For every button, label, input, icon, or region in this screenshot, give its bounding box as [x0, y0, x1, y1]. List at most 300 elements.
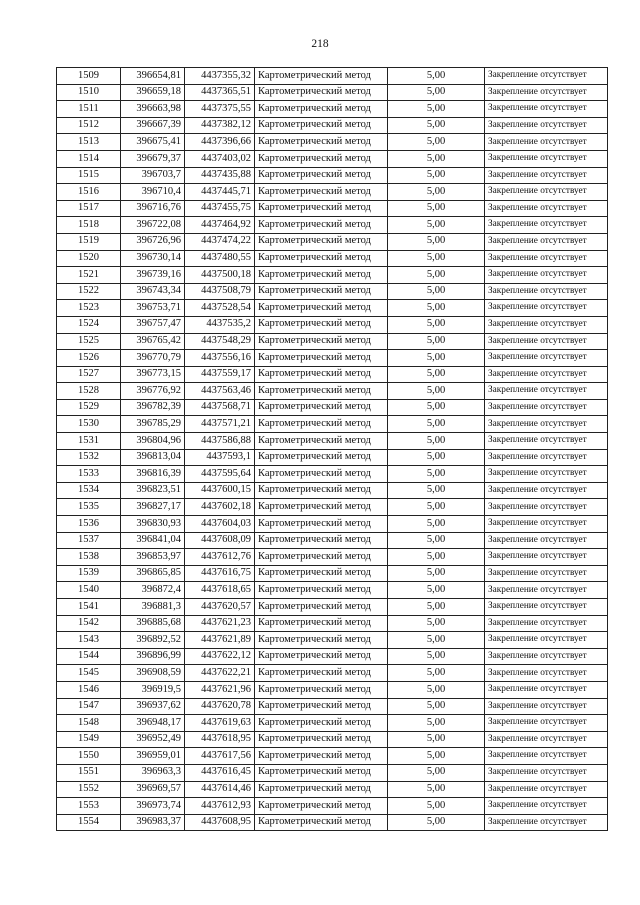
method-cell: Картометрический метод — [255, 333, 388, 350]
x-coordinate-cell: 396770,79 — [121, 350, 185, 367]
x-coordinate-cell: 396667,39 — [121, 117, 185, 134]
table-row — [57, 814, 608, 831]
x-coordinate-cell: 396823,51 — [121, 482, 185, 499]
accuracy-cell: 5,00 — [388, 383, 485, 400]
x-coordinate-cell: 396816,39 — [121, 466, 185, 483]
point-number-cell: 1534 — [57, 482, 121, 499]
fixation-cell: Закрепление отсутствует — [485, 399, 608, 416]
accuracy-cell: 5,00 — [388, 648, 485, 665]
method-cell: Картометрический метод — [255, 316, 388, 333]
accuracy-cell: 5,00 — [388, 167, 485, 184]
y-coordinate-cell: 4437464,92 — [185, 217, 255, 234]
method-cell: Картометрический метод — [255, 516, 388, 533]
fixation-cell: Закрепление отсутствует — [485, 632, 608, 649]
x-coordinate-cell: 396827,17 — [121, 499, 185, 516]
method-cell: Картометрический метод — [255, 532, 388, 549]
fixation-cell: Закрепление отсутствует — [485, 449, 608, 466]
table-row — [57, 482, 608, 499]
y-coordinate-cell: 4437612,76 — [185, 549, 255, 566]
x-coordinate-cell: 396865,85 — [121, 565, 185, 582]
x-coordinate-cell: 396776,92 — [121, 383, 185, 400]
fixation-cell: Закрепление отсутствует — [485, 466, 608, 483]
table-row — [57, 68, 608, 85]
point-number-cell: 1510 — [57, 84, 121, 101]
table-row — [57, 615, 608, 632]
point-number-cell: 1547 — [57, 698, 121, 715]
table-row — [57, 698, 608, 715]
accuracy-cell: 5,00 — [388, 781, 485, 798]
table-row — [57, 549, 608, 566]
table-row — [57, 117, 608, 134]
point-number-cell: 1543 — [57, 632, 121, 649]
table-row — [57, 416, 608, 433]
accuracy-cell: 5,00 — [388, 798, 485, 815]
fixation-cell: Закрепление отсутствует — [485, 599, 608, 616]
method-cell: Картометрический метод — [255, 200, 388, 217]
point-number-cell: 1517 — [57, 200, 121, 217]
x-coordinate-cell: 396952,49 — [121, 731, 185, 748]
fixation-cell: Закрепление отсутствует — [485, 383, 608, 400]
fixation-cell: Закрепление отсутствует — [485, 250, 608, 267]
method-cell: Картометрический метод — [255, 217, 388, 234]
point-number-cell: 1515 — [57, 167, 121, 184]
method-cell: Картометрический метод — [255, 549, 388, 566]
point-number-cell: 1539 — [57, 565, 121, 582]
fixation-cell: Закрепление отсутствует — [485, 482, 608, 499]
fixation-cell: Закрепление отсутствует — [485, 283, 608, 300]
y-coordinate-cell: 4437508,79 — [185, 283, 255, 300]
coordinates-table — [56, 67, 608, 831]
method-cell: Картометрический метод — [255, 499, 388, 516]
fixation-cell: Закрепление отсутствует — [485, 350, 608, 367]
y-coordinate-cell: 4437621,23 — [185, 615, 255, 632]
method-cell: Картометрический метод — [255, 416, 388, 433]
method-cell: Картометрический метод — [255, 433, 388, 450]
y-coordinate-cell: 4437480,55 — [185, 250, 255, 267]
point-number-cell: 1549 — [57, 731, 121, 748]
accuracy-cell: 5,00 — [388, 665, 485, 682]
fixation-cell: Закрепление отсутствует — [485, 184, 608, 201]
method-cell: Картометрический метод — [255, 814, 388, 831]
accuracy-cell: 5,00 — [388, 499, 485, 516]
method-cell: Картометрический метод — [255, 117, 388, 134]
fixation-cell: Закрепление отсутствует — [485, 764, 608, 781]
x-coordinate-cell: 396919,5 — [121, 681, 185, 698]
point-number-cell: 1509 — [57, 68, 121, 85]
x-coordinate-cell: 396722,08 — [121, 217, 185, 234]
y-coordinate-cell: 4437600,15 — [185, 482, 255, 499]
y-coordinate-cell: 4437375,55 — [185, 101, 255, 118]
accuracy-cell: 5,00 — [388, 217, 485, 234]
fixation-cell: Закрепление отсутствует — [485, 532, 608, 549]
accuracy-cell: 5,00 — [388, 449, 485, 466]
accuracy-cell: 5,00 — [388, 532, 485, 549]
accuracy-cell: 5,00 — [388, 582, 485, 599]
x-coordinate-cell: 396841,04 — [121, 532, 185, 549]
method-cell: Картометрический метод — [255, 798, 388, 815]
accuracy-cell: 5,00 — [388, 68, 485, 85]
x-coordinate-cell: 396853,97 — [121, 549, 185, 566]
point-number-cell: 1544 — [57, 648, 121, 665]
accuracy-cell: 5,00 — [388, 150, 485, 167]
point-number-cell: 1513 — [57, 134, 121, 151]
table-row — [57, 200, 608, 217]
accuracy-cell: 5,00 — [388, 632, 485, 649]
table-row — [57, 715, 608, 732]
table-row — [57, 532, 608, 549]
y-coordinate-cell: 4437593,1 — [185, 449, 255, 466]
method-cell: Картометрический метод — [255, 150, 388, 167]
table-row — [57, 233, 608, 250]
fixation-cell: Закрепление отсутствует — [485, 814, 608, 831]
fixation-cell: Закрепление отсутствует — [485, 433, 608, 450]
y-coordinate-cell: 4437619,63 — [185, 715, 255, 732]
table-row — [57, 217, 608, 234]
point-number-cell: 1520 — [57, 250, 121, 267]
table-row — [57, 665, 608, 682]
y-coordinate-cell: 4437556,16 — [185, 350, 255, 367]
fixation-cell: Закрепление отсутствует — [485, 516, 608, 533]
x-coordinate-cell: 396753,71 — [121, 300, 185, 317]
page-number: 218 — [311, 38, 329, 50]
method-cell: Картометрический метод — [255, 250, 388, 267]
y-coordinate-cell: 4437474,22 — [185, 233, 255, 250]
point-number-cell: 1553 — [57, 798, 121, 815]
accuracy-cell: 5,00 — [388, 399, 485, 416]
accuracy-cell: 5,00 — [388, 482, 485, 499]
fixation-cell: Закрепление отсутствует — [485, 748, 608, 765]
x-coordinate-cell: 396730,14 — [121, 250, 185, 267]
y-coordinate-cell: 4437608,09 — [185, 532, 255, 549]
table-row — [57, 748, 608, 765]
table-row — [57, 582, 608, 599]
x-coordinate-cell: 396983,37 — [121, 814, 185, 831]
point-number-cell: 1537 — [57, 532, 121, 549]
method-cell: Картометрический метод — [255, 781, 388, 798]
accuracy-cell: 5,00 — [388, 283, 485, 300]
accuracy-cell: 5,00 — [388, 731, 485, 748]
method-cell: Картометрический метод — [255, 731, 388, 748]
x-coordinate-cell: 396896,99 — [121, 648, 185, 665]
table-row — [57, 134, 608, 151]
accuracy-cell: 5,00 — [388, 366, 485, 383]
accuracy-cell: 5,00 — [388, 250, 485, 267]
accuracy-cell: 5,00 — [388, 549, 485, 566]
fixation-cell: Закрепление отсутствует — [485, 68, 608, 85]
point-number-cell: 1552 — [57, 781, 121, 798]
method-cell: Картометрический метод — [255, 84, 388, 101]
x-coordinate-cell: 396739,16 — [121, 267, 185, 284]
x-coordinate-cell: 396892,52 — [121, 632, 185, 649]
accuracy-cell: 5,00 — [388, 267, 485, 284]
method-cell: Картометрический метод — [255, 399, 388, 416]
accuracy-cell: 5,00 — [388, 200, 485, 217]
x-coordinate-cell: 396908,59 — [121, 665, 185, 682]
fixation-cell: Закрепление отсутствует — [485, 117, 608, 134]
accuracy-cell: 5,00 — [388, 715, 485, 732]
accuracy-cell: 5,00 — [388, 233, 485, 250]
x-coordinate-cell: 396782,39 — [121, 399, 185, 416]
point-number-cell: 1532 — [57, 449, 121, 466]
x-coordinate-cell: 396663,98 — [121, 101, 185, 118]
method-cell: Картометрический метод — [255, 449, 388, 466]
table-row — [57, 599, 608, 616]
point-number-cell: 1538 — [57, 549, 121, 566]
y-coordinate-cell: 4437622,21 — [185, 665, 255, 682]
method-cell: Картометрический метод — [255, 366, 388, 383]
point-number-cell: 1546 — [57, 681, 121, 698]
x-coordinate-cell: 396757,47 — [121, 316, 185, 333]
accuracy-cell: 5,00 — [388, 466, 485, 483]
point-number-cell: 1521 — [57, 267, 121, 284]
y-coordinate-cell: 4437559,17 — [185, 366, 255, 383]
y-coordinate-cell: 4437622,12 — [185, 648, 255, 665]
table-row — [57, 466, 608, 483]
fixation-cell: Закрепление отсутствует — [485, 217, 608, 234]
y-coordinate-cell: 4437445,71 — [185, 184, 255, 201]
fixation-cell: Закрепление отсутствует — [485, 731, 608, 748]
point-number-cell: 1524 — [57, 316, 121, 333]
x-coordinate-cell: 396785,29 — [121, 416, 185, 433]
table-row — [57, 731, 608, 748]
method-cell: Картометрический метод — [255, 134, 388, 151]
point-number-cell: 1529 — [57, 399, 121, 416]
table-row — [57, 399, 608, 416]
fixation-cell: Закрепление отсутствует — [485, 200, 608, 217]
y-coordinate-cell: 4437500,18 — [185, 267, 255, 284]
accuracy-cell: 5,00 — [388, 698, 485, 715]
accuracy-cell: 5,00 — [388, 748, 485, 765]
y-coordinate-cell: 4437602,18 — [185, 499, 255, 516]
x-coordinate-cell: 396710,4 — [121, 184, 185, 201]
point-number-cell: 1528 — [57, 383, 121, 400]
fixation-cell: Закрепление отсутствует — [485, 366, 608, 383]
point-number-cell: 1541 — [57, 599, 121, 616]
table-row — [57, 350, 608, 367]
method-cell: Картометрический метод — [255, 300, 388, 317]
y-coordinate-cell: 4437608,95 — [185, 814, 255, 831]
fixation-cell: Закрепление отсутствует — [485, 167, 608, 184]
method-cell: Картометрический метод — [255, 233, 388, 250]
point-number-cell: 1526 — [57, 350, 121, 367]
point-number-cell: 1540 — [57, 582, 121, 599]
fixation-cell: Закрепление отсутствует — [485, 333, 608, 350]
method-cell: Картометрический метод — [255, 565, 388, 582]
x-coordinate-cell: 396804,96 — [121, 433, 185, 450]
table-row — [57, 383, 608, 400]
table-row — [57, 565, 608, 582]
point-number-cell: 1514 — [57, 150, 121, 167]
table-row — [57, 250, 608, 267]
accuracy-cell: 5,00 — [388, 134, 485, 151]
point-number-cell: 1536 — [57, 516, 121, 533]
accuracy-cell: 5,00 — [388, 433, 485, 450]
y-coordinate-cell: 4437617,56 — [185, 748, 255, 765]
y-coordinate-cell: 4437548,29 — [185, 333, 255, 350]
method-cell: Картометрический метод — [255, 167, 388, 184]
table-row — [57, 316, 608, 333]
y-coordinate-cell: 4437528,54 — [185, 300, 255, 317]
point-number-cell: 1550 — [57, 748, 121, 765]
method-cell: Картометрический метод — [255, 184, 388, 201]
point-number-cell: 1530 — [57, 416, 121, 433]
y-coordinate-cell: 4437586,88 — [185, 433, 255, 450]
y-coordinate-cell: 4437568,71 — [185, 399, 255, 416]
accuracy-cell: 5,00 — [388, 84, 485, 101]
method-cell: Картометрический метод — [255, 698, 388, 715]
fixation-cell: Закрепление отсутствует — [485, 665, 608, 682]
fixation-cell: Закрепление отсутствует — [485, 648, 608, 665]
method-cell: Картометрический метод — [255, 482, 388, 499]
method-cell: Картометрический метод — [255, 283, 388, 300]
accuracy-cell: 5,00 — [388, 814, 485, 831]
point-number-cell: 1527 — [57, 366, 121, 383]
method-cell: Картометрический метод — [255, 764, 388, 781]
method-cell: Картометрический метод — [255, 665, 388, 682]
method-cell: Картометрический метод — [255, 615, 388, 632]
x-coordinate-cell: 396959,01 — [121, 748, 185, 765]
point-number-cell: 1531 — [57, 433, 121, 450]
fixation-cell: Закрепление отсутствует — [485, 267, 608, 284]
point-number-cell: 1516 — [57, 184, 121, 201]
y-coordinate-cell: 4437435,88 — [185, 167, 255, 184]
fixation-cell: Закрепление отсутствует — [485, 150, 608, 167]
method-cell: Картометрический метод — [255, 582, 388, 599]
table-row — [57, 516, 608, 533]
accuracy-cell: 5,00 — [388, 316, 485, 333]
y-coordinate-cell: 4437563,46 — [185, 383, 255, 400]
x-coordinate-cell: 396963,3 — [121, 764, 185, 781]
y-coordinate-cell: 4437612,93 — [185, 798, 255, 815]
x-coordinate-cell: 396703,7 — [121, 167, 185, 184]
x-coordinate-cell: 396872,4 — [121, 582, 185, 599]
fixation-cell: Закрепление отсутствует — [485, 582, 608, 599]
y-coordinate-cell: 4437365,51 — [185, 84, 255, 101]
table-row — [57, 366, 608, 383]
fixation-cell: Закрепление отсутствует — [485, 781, 608, 798]
point-number-cell: 1545 — [57, 665, 121, 682]
fixation-cell: Закрепление отсутствует — [485, 549, 608, 566]
table-row — [57, 300, 608, 317]
accuracy-cell: 5,00 — [388, 184, 485, 201]
y-coordinate-cell: 4437620,57 — [185, 599, 255, 616]
method-cell: Картометрический метод — [255, 350, 388, 367]
point-number-cell: 1519 — [57, 233, 121, 250]
method-cell: Картометрический метод — [255, 681, 388, 698]
accuracy-cell: 5,00 — [388, 350, 485, 367]
fixation-cell: Закрепление отсутствует — [485, 316, 608, 333]
y-coordinate-cell: 4437616,75 — [185, 565, 255, 582]
accuracy-cell: 5,00 — [388, 516, 485, 533]
fixation-cell: Закрепление отсутствует — [485, 84, 608, 101]
y-coordinate-cell: 4437535,2 — [185, 316, 255, 333]
x-coordinate-cell: 396675,41 — [121, 134, 185, 151]
table-row — [57, 798, 608, 815]
point-number-cell: 1525 — [57, 333, 121, 350]
fixation-cell: Закрепление отсутствует — [485, 698, 608, 715]
method-cell: Картометрический метод — [255, 599, 388, 616]
x-coordinate-cell: 396885,68 — [121, 615, 185, 632]
x-coordinate-cell: 396743,34 — [121, 283, 185, 300]
point-number-cell: 1518 — [57, 217, 121, 234]
accuracy-cell: 5,00 — [388, 416, 485, 433]
accuracy-cell: 5,00 — [388, 300, 485, 317]
x-coordinate-cell: 396969,57 — [121, 781, 185, 798]
x-coordinate-cell: 396973,74 — [121, 798, 185, 815]
point-number-cell: 1512 — [57, 117, 121, 134]
point-number-cell: 1548 — [57, 715, 121, 732]
method-cell: Картометрический метод — [255, 715, 388, 732]
accuracy-cell: 5,00 — [388, 565, 485, 582]
point-number-cell: 1542 — [57, 615, 121, 632]
point-number-cell: 1522 — [57, 283, 121, 300]
table-row — [57, 781, 608, 798]
table-row — [57, 150, 608, 167]
accuracy-cell: 5,00 — [388, 599, 485, 616]
y-coordinate-cell: 4437621,89 — [185, 632, 255, 649]
point-number-cell: 1523 — [57, 300, 121, 317]
table-row — [57, 449, 608, 466]
accuracy-cell: 5,00 — [388, 117, 485, 134]
y-coordinate-cell: 4437396,66 — [185, 134, 255, 151]
point-number-cell: 1511 — [57, 101, 121, 118]
fixation-cell: Закрепление отсутствует — [485, 101, 608, 118]
coordinates-table-body — [57, 68, 608, 831]
fixation-cell: Закрепление отсутствует — [485, 565, 608, 582]
x-coordinate-cell: 396881,3 — [121, 599, 185, 616]
x-coordinate-cell: 396659,18 — [121, 84, 185, 101]
y-coordinate-cell: 4437620,78 — [185, 698, 255, 715]
method-cell: Картометрический метод — [255, 466, 388, 483]
fixation-cell: Закрепление отсутствует — [485, 233, 608, 250]
y-coordinate-cell: 4437571,21 — [185, 416, 255, 433]
y-coordinate-cell: 4437455,75 — [185, 200, 255, 217]
fixation-cell: Закрепление отсутствует — [485, 798, 608, 815]
method-cell: Картометрический метод — [255, 748, 388, 765]
x-coordinate-cell: 396679,37 — [121, 150, 185, 167]
y-coordinate-cell: 4437616,45 — [185, 764, 255, 781]
point-number-cell: 1554 — [57, 814, 121, 831]
y-coordinate-cell: 4437621,96 — [185, 681, 255, 698]
y-coordinate-cell: 4437604,03 — [185, 516, 255, 533]
y-coordinate-cell: 4437595,64 — [185, 466, 255, 483]
x-coordinate-cell: 396773,15 — [121, 366, 185, 383]
table-row — [57, 681, 608, 698]
table-row — [57, 433, 608, 450]
x-coordinate-cell: 396948,17 — [121, 715, 185, 732]
y-coordinate-cell: 4437355,32 — [185, 68, 255, 85]
method-cell: Картометрический метод — [255, 101, 388, 118]
method-cell: Картометрический метод — [255, 383, 388, 400]
method-cell: Картометрический метод — [255, 632, 388, 649]
fixation-cell: Закрепление отсутствует — [485, 416, 608, 433]
table-row — [57, 167, 608, 184]
x-coordinate-cell: 396654,81 — [121, 68, 185, 85]
x-coordinate-cell: 396813,04 — [121, 449, 185, 466]
accuracy-cell: 5,00 — [388, 764, 485, 781]
x-coordinate-cell: 396937,62 — [121, 698, 185, 715]
point-number-cell: 1551 — [57, 764, 121, 781]
x-coordinate-cell: 396830,93 — [121, 516, 185, 533]
method-cell: Картометрический метод — [255, 68, 388, 85]
table-row — [57, 764, 608, 781]
method-cell: Картометрический метод — [255, 267, 388, 284]
y-coordinate-cell: 4437403,02 — [185, 150, 255, 167]
y-coordinate-cell: 4437618,95 — [185, 731, 255, 748]
y-coordinate-cell: 4437382,12 — [185, 117, 255, 134]
table-row — [57, 632, 608, 649]
table-row — [57, 283, 608, 300]
